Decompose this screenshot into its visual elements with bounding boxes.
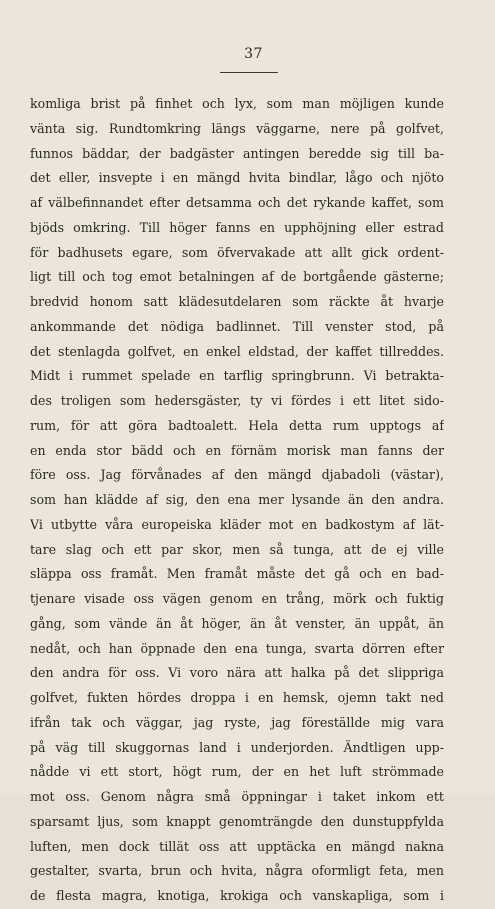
text-line: ligt till och tog emot betalningen af de bortgående gästerne;: [30, 269, 444, 285]
text-line: ifrån tak och väggar, jag ryste, jag föreställde mig vara: [30, 714, 444, 730]
text-line: tjenare visade oss vägen genom en trång, mörk och fuktig: [30, 591, 444, 606]
text-line: för badhusets egare, som öfvervakade att allt gick ordent-: [30, 244, 444, 260]
page-number: 37: [244, 46, 263, 62]
text-line: rum, för att göra badtoalett. Hela detta rum upptogs af: [30, 417, 444, 433]
text-line: bredvid honom satt klädesutdelaren som räckte åt hvarje: [30, 294, 444, 309]
text-line: som han klädde af sig, den ena mer lysande än den andra.: [30, 492, 444, 507]
text-line: des troligen som hedersgäster, ty vi fördes i ett litet sido-: [30, 393, 444, 408]
text-line: af välbefinnandet efter detsamma och det rykande kaffet, som: [30, 195, 444, 210]
text-line: funnos bäddar, der badgäster antingen beredde sig till ba-: [30, 145, 444, 161]
text-line: ankommande det nödiga badlinnet. Till venster stod, på: [30, 318, 444, 334]
text-line: det eller, insvepte i en mängd hvita bindlar, lågo och njöto: [30, 170, 444, 186]
text-line: den andra för oss. Vi voro nära att halka på det slippriga: [30, 665, 444, 681]
text-line: en enda stor bädd och en förnäm morisk man fanns der: [30, 442, 444, 458]
text-line: gång, som vände än åt höger, än åt venster, än uppåt, än: [30, 615, 444, 631]
text-line: mot oss. Genom några små öppningar i taket inkom ett: [30, 789, 444, 804]
text-line: de flesta magra, knotiga, krokiga och vanskapliga, som i: [30, 888, 444, 903]
text-line: luften, men dock tillät oss att upptäcka en mängd nakna: [30, 838, 444, 854]
text-line: komliga brist på finhet och lyx, som man möjligen kunde: [30, 96, 444, 111]
text-line: nedåt, och han öppnade den ena tunga, svarta dörren efter: [30, 640, 444, 656]
text-line: tare slag och ett par skor, men så tunga, att de ej ville: [30, 541, 444, 557]
header-rule: [220, 72, 278, 73]
text-line: nådde vi ett stort, högt rum, der en het luft strömmade: [30, 764, 444, 780]
text-line: sparsamt ljus, som knappt genomträngde den dunstuppfylda: [30, 813, 444, 829]
text-line: golfvet, fukten hördes droppa i en hemsk, ojemn takt ned: [30, 690, 444, 705]
page-body-text: [30, 92, 444, 909]
text-line: bjöds omkring. Till höger fanns en upphöjning eller estrad: [30, 219, 444, 235]
text-line: vänta sig. Rundtomkring längs väggarne, nere på golfvet,: [30, 120, 444, 136]
text-line: före oss. Jag förvånades af den mängd djabadoli (västar),: [30, 467, 444, 483]
text-line: på väg till skuggornas land i underjorden. Ändtligen upp-: [30, 739, 444, 755]
text-line: Midt i rummet spelade en tarflig springbrunn. Vi betrakta-: [30, 368, 444, 384]
text-line: det stenlagda golfvet, en enkel eldstad, der kaffet tillreddes.: [30, 343, 444, 359]
text-line: släppa oss framåt. Men framåt måste det gå och en bad-: [30, 566, 444, 582]
text-line: gestalter, svarta, brun och hvita, några oformligt feta, men: [30, 863, 444, 879]
text-line: Vi utbytte våra europeiska kläder mot en badkostym af lät-: [30, 516, 444, 532]
